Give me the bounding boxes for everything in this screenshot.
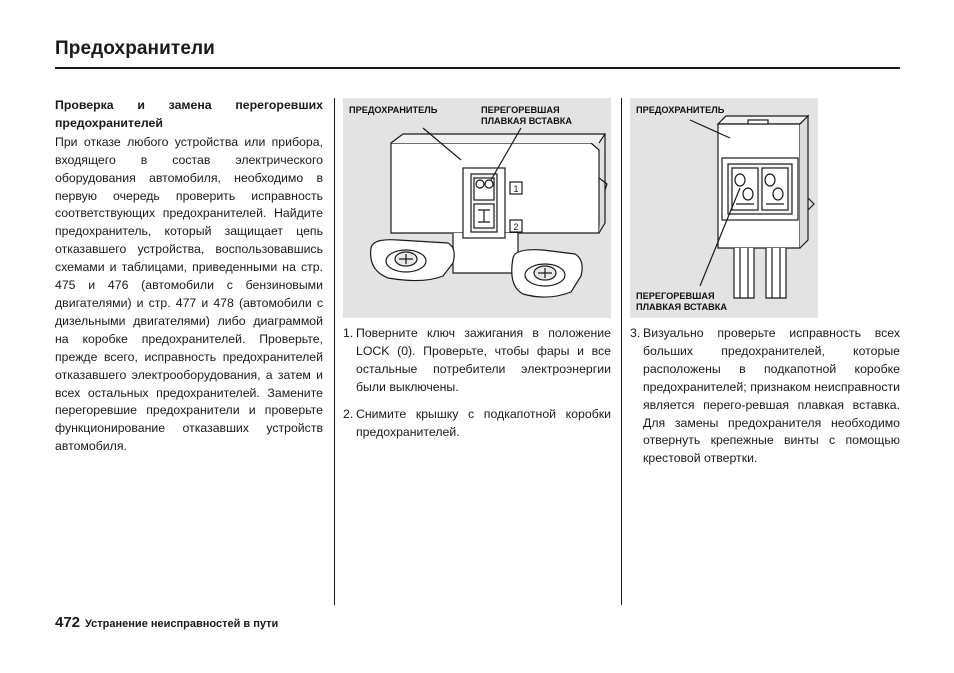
blown-fuse-label: ПЕРЕГОРЕВШАЯ ПЛАВКАЯ ВСТАВКА: [636, 291, 727, 312]
step-number: 3.: [630, 326, 641, 340]
column-divider: [334, 98, 335, 605]
column-divider: [621, 98, 622, 605]
left-column: [55, 97, 323, 456]
step-text: Визуально проверьте исправность всех больших предохранителей, которые расположены в подкапотной коробке предохранителей; признаком неисправности является перего-ревшая плавкая вставка. Для замены предохранителя необходимо отвернуть крепежные винты с помощью крестовой отвертки.: [643, 326, 900, 466]
step-number: 1.: [343, 326, 354, 340]
fuse-label: ПРЕДОХРАНИТЕЛЬ: [636, 105, 725, 115]
large-fuse-illustration: [630, 98, 818, 318]
fuse-box-illustration: [343, 98, 611, 318]
right-steps: [630, 325, 900, 477]
step-text: Снимите крышку с подкапотной коробки предохранителей.: [356, 406, 611, 439]
blown-fuse-label: ПЕРЕГОРЕВШАЯ ПЛАВКАЯ ВСТАВКА: [481, 105, 572, 126]
intro-paragraph: При отказе любого устройства или прибора, входящего в состав электрического оборудования автомобиля, необходимо в первую очередь проверить исправность соответствующих предохранителей. Найдите предохранитель, который защищает цепь отказавшего устройства, воспользовавшись схемами и таблицами, приведенными на стр. 475 и 476 (автомобили с бензиновыми двигателями) и стр. 477 и 478 (автомобили с дизельными двигателями) либо диаграммой на коробке предохранителей. Проверьте, прежде всего, исправность предохранителей отказавшего электрооборудования, а затем и всех остальных предохранителей. Замените перегоревшие предохранители и проверьте функционирование отказавших устройств автомобиля.: [55, 134, 323, 454]
step-number: 2.: [343, 406, 354, 421]
page-number: 472: [55, 614, 81, 631]
step-text: Поверните ключ зажигания в положение LOCK (0). Проверьте, чтобы фары и все остальные потребители электроэнергии были выключены.: [356, 326, 611, 394]
fuse-marker-2: 2: [513, 222, 519, 232]
page-footer: [55, 614, 278, 631]
fuse-box-figure: [343, 98, 611, 318]
large-fuse-figure: [630, 98, 818, 318]
step-item: [343, 325, 611, 397]
step-item: [630, 325, 900, 468]
fuse-marker-1: 1: [513, 184, 519, 194]
page-title: Предохранители: [55, 38, 215, 59]
middle-steps: [343, 325, 611, 450]
footer-section-title: Устранение неисправностей в пути: [85, 618, 279, 630]
step-item: [343, 406, 611, 442]
fuse-label: ПРЕДОХРАНИТЕЛЬ: [349, 105, 438, 115]
section-heading: Проверка и замена перегоревших предохранителей: [55, 98, 323, 130]
title-rule: [55, 67, 900, 69]
